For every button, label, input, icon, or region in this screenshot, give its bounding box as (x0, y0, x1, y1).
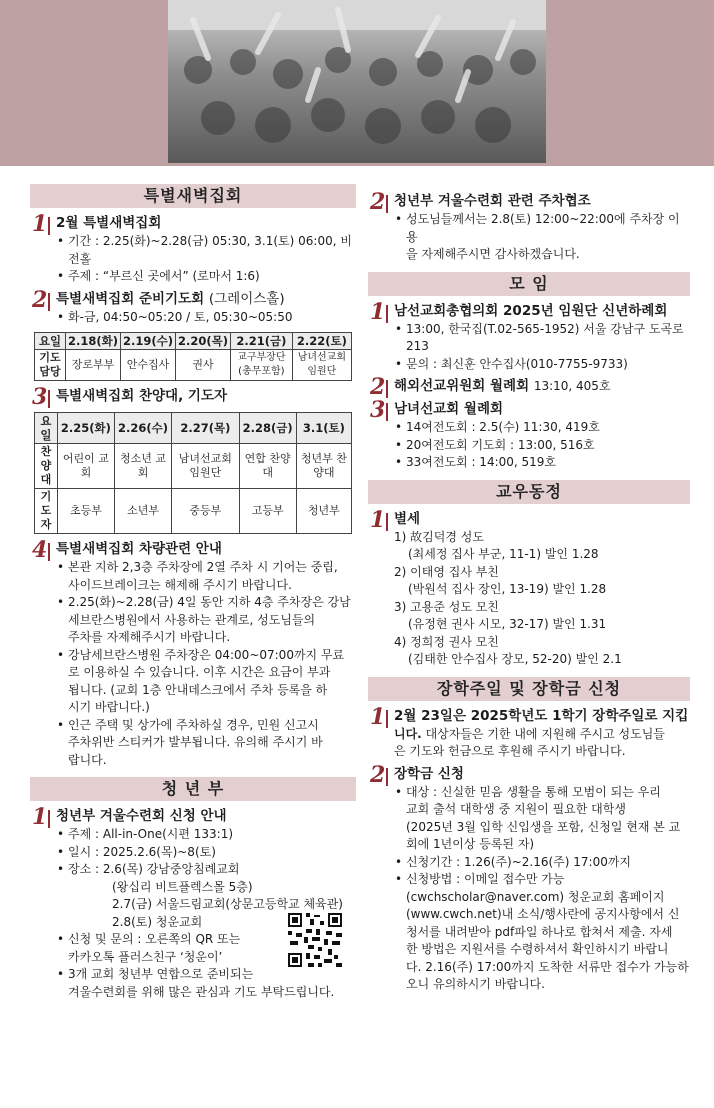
bullet-paragraph (56, 717, 356, 770)
table-cell: 남녀선교회 임원단 (292, 350, 351, 381)
text-line: 청서를 내려받아 pdf파일 하나로 합쳐서 제출. 자세 (406, 924, 673, 939)
text-line: 3) 고용준 성도 모친 (394, 599, 499, 614)
bullet-line: • 문의 : 최신훈 안수집사(010-7755-9733) (394, 356, 690, 374)
text-line: (유정현 권사 시모, 32-17) 발인 1.31 (408, 617, 607, 631)
list-item (30, 537, 356, 769)
table-header-cell: 2.20(목) (176, 333, 231, 350)
bullet-paragraph (56, 559, 356, 594)
bullet-line: • 13:00, 한국집(T.02-565-1952) 서울 강남구 도곡로 213 (394, 321, 690, 356)
item-title: 특별새벽집회 차량관련 안내 (56, 541, 222, 557)
text-line: • 인근 주택 및 상가에 주차하실 경우, 민원 신고시 (68, 717, 319, 732)
text-line: 1) 故김덕경 성도 (394, 529, 484, 544)
bullet-line (56, 861, 356, 879)
item-title-note: 13:10, 405호 (533, 379, 611, 393)
text-line: 겨울수련회를 위해 많은 관심과 기도 부탁드립니다. (68, 984, 335, 999)
table-row-label: 찬양대 (35, 444, 58, 489)
text-line: • 대상 : 신실한 믿음 생활을 통해 모범이 되는 우리 (406, 784, 661, 799)
text-line: • 본관 지하 2,3층 주차장에 2열 주차 시 기어는 중립, (68, 560, 338, 574)
bullet-line: • 14여전도회 : 2.5(수) 11:30, 419호 (394, 419, 690, 437)
bullet-paragraph (56, 647, 356, 717)
bullet-paragraph (394, 871, 690, 994)
item-title: 남선교회총협의회 2025년 임원단 신년하례회 (394, 302, 668, 319)
table-header-cell: 2.18(화) (66, 333, 121, 350)
table-header-cell: 요일 (35, 333, 66, 350)
qr-code[interactable] (286, 911, 344, 969)
list-item (368, 397, 690, 472)
text-line: • 2.25(화)~2.28(금) 4일 동안 지하 4층 주차장은 강남 (68, 595, 351, 609)
list-item (368, 761, 690, 994)
list-item (30, 286, 356, 327)
bullet-line: • 신청기간 : 1.26(주)~2.16(주) 17:00까지 (394, 854, 690, 872)
item-title: 별세 (394, 510, 421, 527)
table-header-cell: 요일 (35, 413, 58, 444)
table-header-cell: 2.19(수) (121, 333, 176, 350)
table-cell: 안수집사 (121, 350, 176, 381)
item-number: 2 (370, 189, 386, 215)
bullet-line: • 주제 : “부르신 곳에서” (로마서 1:6) (56, 268, 356, 286)
left-column (30, 180, 356, 1005)
table-cell: 청년부 찬양대 (296, 444, 351, 489)
item-title: 특별새벽집회 찬양대, 기도자 (56, 388, 228, 404)
table-cell: 초등부 (57, 489, 114, 534)
item-title: 남녀선교회 월례회 (394, 401, 504, 417)
crowd-illustration (168, 0, 546, 163)
item-title (56, 290, 356, 309)
item-number: 2 (370, 374, 386, 400)
section-heading: 장학주일 및 장학금 신청 (368, 677, 690, 701)
item-title-text: 특별새벽집회 준비기도회 (56, 290, 205, 307)
table-row-label: 기도자 (35, 489, 58, 534)
bullet-line: • 20여전도회 기도회 : 13:00, 516호 (394, 437, 690, 455)
text-line: 2) 이태영 집사 부친 (394, 564, 499, 579)
table-cell: 연합 찬양대 (239, 444, 296, 489)
table-cell: 중등부 (172, 489, 239, 534)
text-line: (최세정 집사 부군, 11-1) 발인 1.28 (408, 547, 599, 561)
qr-code-icon (286, 911, 344, 969)
item-number: 1 (32, 211, 48, 237)
text-line: 4) 정희정 권사 모친 (394, 634, 499, 649)
item-number: 3 (32, 384, 48, 410)
list-item (368, 703, 690, 761)
text-line: 시기 바랍니다.) (68, 700, 150, 714)
text-line: (왕십리 비트플렉스몰 5층) (112, 879, 253, 894)
table-header-cell: 2.27(목) (172, 413, 239, 444)
item-number: 3 (370, 397, 386, 423)
text-line: 오니 유의하시기 바랍니다. (406, 977, 545, 991)
table-cell: 장로부부 (66, 350, 121, 381)
prayer-schedule-table (34, 332, 352, 381)
right-column (368, 189, 690, 998)
table-cell: 고등부 (239, 489, 296, 534)
text-line: 주차를 자제해주시기 바랍니다. (68, 630, 231, 644)
list-item (30, 804, 356, 1001)
place-value: 2.6(목) 강남중앙침례교회 (102, 862, 240, 876)
section-heading: 청 년 부 (30, 777, 356, 801)
list-item (30, 211, 356, 286)
text-line: 됩니다. (교회 1층 안내데스크에서 주차 등록을 하 (68, 682, 328, 697)
bullet-line: • 기간 : 2.25(화)~2.28(금) 05:30, 3.1(토) 06:00, 비전홀 (56, 233, 356, 268)
text-line: 2.7(금) 서울드림교회(상문고등학교 체육관) (112, 897, 343, 911)
text-line: (www.cwch.net)내 소식/행사란에 공지사항에서 신 (406, 907, 680, 921)
table-cell: 교구부장단 (총무포함) (231, 350, 293, 381)
text-line: • 강남세브란스병원 주차장은 04:00~07:00까지 무료 (68, 647, 345, 662)
text-line: 2월 23일은 2025학년도 1학기 장학주일로 지킵 (394, 707, 689, 724)
text-line: 은 기도와 헌금으로 후원해 주시기 바랍니다. (394, 744, 626, 758)
item-title: 장학금 신청 (394, 765, 464, 782)
list-item (368, 374, 690, 400)
text-line: 카카오톡 플러스친구 ‘청운이’ (68, 949, 223, 964)
item-number: 1 (370, 703, 386, 730)
table-cell: 남녀선교회 임원단 (172, 444, 239, 489)
item-number: 1 (370, 506, 386, 533)
item-number: 1 (32, 804, 48, 830)
item-title: 청년부 겨울수련회 신청 안내 (56, 808, 227, 824)
item-title-note: (그레이스홀) (208, 290, 285, 307)
bullet-paragraph (56, 966, 356, 1001)
bullet-paragraph (394, 784, 690, 854)
table-header-cell: 2.28(금) (239, 413, 296, 444)
text-line: • 신청 및 문의 : 오른쪽의 QR 또는 (68, 932, 241, 946)
table-cell: 어린이 교회 (57, 444, 114, 489)
bullet-line: • 일시 : 2025.2.6(목)~8(토) (56, 844, 356, 862)
item-title-text: 해외선교위원회 월례회 (394, 378, 530, 394)
table-header-cell: 2.25(화) (57, 413, 114, 444)
table-cell: 청소년 교회 (114, 444, 171, 489)
text-line: (박원석 집사 장인, 13-19) 발인 1.28 (408, 582, 607, 596)
text-line: 주차위반 스티커가 발부됩니다. 유의해 주시기 바 (68, 735, 323, 749)
text-line: 한 방법은 지원서를 수령하셔서 확인하시기 바랍니 (406, 942, 669, 956)
text-span: 대상자들은 기한 내에 지원해 주시고 성도님들 (421, 726, 665, 741)
choir-schedule-table (34, 412, 352, 534)
list-item (368, 189, 690, 264)
text-line: 사이드브레이크는 해제해 주시기 바랍니다. (68, 577, 292, 592)
list-item (368, 298, 690, 374)
text-line: (김태한 안수집사 장모, 52-20) 발인 2.1 (408, 652, 622, 666)
bullet-line: • 33여전도회 : 14:00, 519호 (394, 454, 690, 472)
text-line: • 3개 교회 청년부 연합으로 준비되는 (68, 967, 254, 981)
bullet-line: • 화-금, 04:50~05:20 / 토, 05:30~05:50 (56, 309, 356, 327)
text-line: • 신청방법 : 이메일 접수만 가능 (406, 872, 565, 886)
section-heading: 교우동정 (368, 480, 690, 504)
table-header-cell: 3.1(토) (296, 413, 351, 444)
section-heading: 특별새벽집회 (30, 184, 356, 208)
item-number: 1 (370, 298, 386, 325)
item-title: 청년부 겨울수련회 관련 주차협조 (394, 193, 591, 209)
bullet-paragraph (394, 211, 690, 264)
text-line: 로 이용하실 수 있습니다. 이후 시간은 요금이 부과 (68, 665, 331, 679)
bullet-paragraph (56, 594, 356, 647)
list-item (368, 506, 690, 669)
table-cell: 권사 (176, 350, 231, 381)
item-number: 4 (32, 537, 48, 563)
table-row-label: 기도 담당 (35, 350, 66, 381)
section-heading: 모 임 (368, 272, 690, 296)
text-line: • 성도님들께서는 2.8(토) 12:00~22:00에 주차장 이용 (406, 212, 680, 244)
text-line: 다. 2.16(주) 17:00까지 도착한 서류만 접수가 가능하 (406, 959, 689, 974)
place-label: 장소 : (68, 862, 103, 876)
text-line: 세브란스병원에서 사용하는 관계로, 성도님들의 (68, 612, 316, 627)
text-line: 을 자제해주시면 감사하겠습니다. (406, 247, 580, 261)
text-line: (cwchscholar@naver.com) 청운교회 홈페이지 (406, 889, 665, 904)
item-title: 2월 특별새벽집회 (56, 215, 162, 231)
text-line (394, 726, 690, 744)
text-line: 랍니다. (68, 752, 107, 767)
item-number: 2 (370, 761, 386, 788)
text-line: 교회 출석 대학생 중 지원이 필요한 대학생 (406, 802, 626, 816)
table-header-cell: 2.26(수) (114, 413, 171, 444)
table-header-cell: 2.21(금) (231, 333, 293, 350)
item-title (394, 377, 690, 396)
list-item (30, 384, 356, 410)
table-header-cell: 2.22(토) (292, 333, 351, 350)
text-line: 2.8(토) 청운교회 (112, 914, 203, 929)
text-bold: 니다. (394, 726, 422, 741)
text-line: (2025년 3월 입학 신입생을 포함, 신청일 현재 본 교 (406, 819, 681, 834)
worship-photo (168, 0, 546, 163)
bullet-line: • 주제 : All-in-One(시편 133:1) (56, 826, 356, 844)
text-line: 회에 1년이상 등록된 자) (406, 837, 535, 851)
item-number: 2 (32, 286, 48, 313)
table-cell: 청년부 (296, 489, 351, 534)
table-cell: 소년부 (114, 489, 171, 534)
